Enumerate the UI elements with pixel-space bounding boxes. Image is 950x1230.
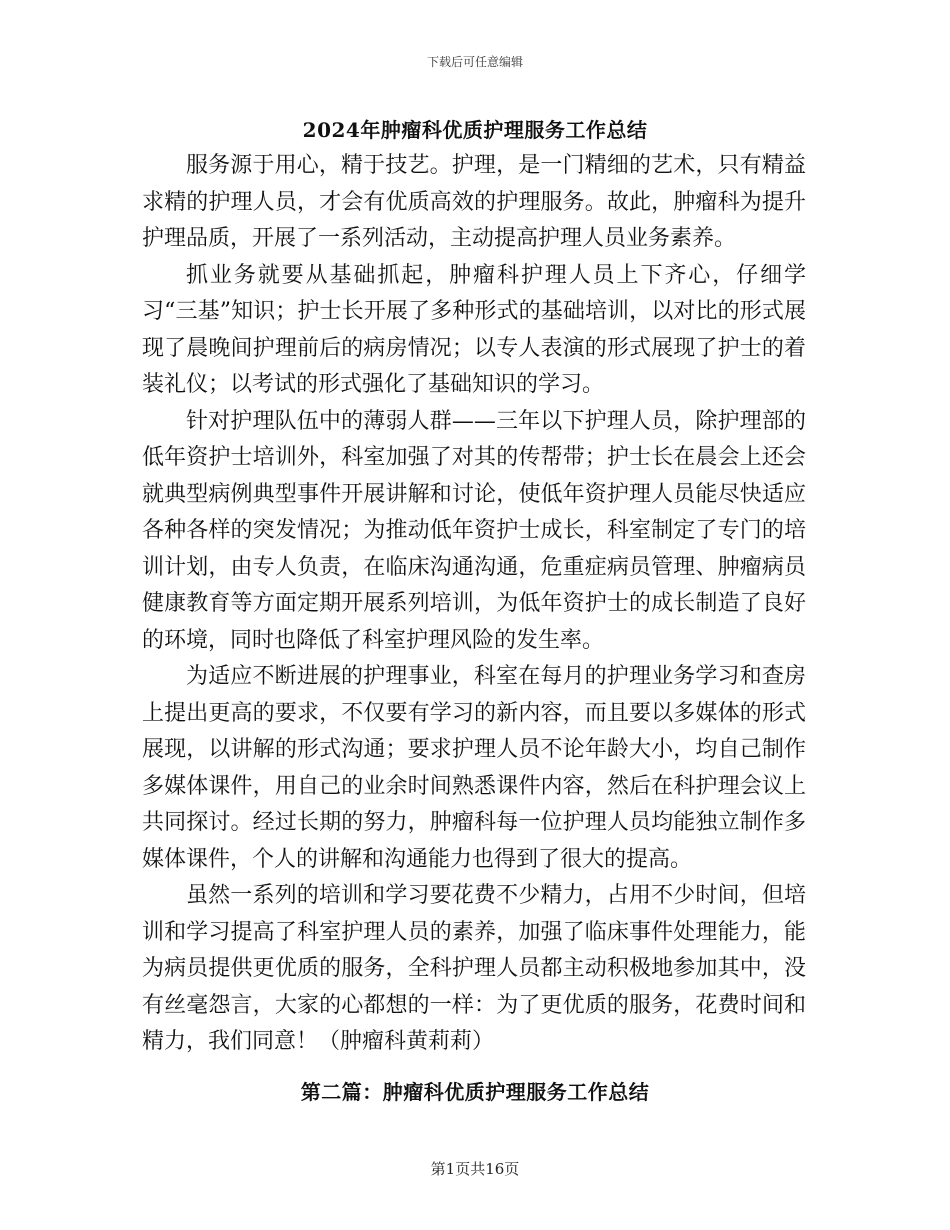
paragraph-5: 虽然一系列的培训和学习要花费不少精力，占用不少时间，但培训和学习提高了科室护理人员的素养，加强了临床事件处理能力，能为病员提供更优质的服务，全科护理人员都主动积极地参加其中，没有丝毫怨言，大家的心都想的一样：为了更优质的服务，花费时间和精力，我们同意！（肿瘤科黄莉莉） [142,883,806,1054]
paragraph-2: 抓业务就要从基础抓起，肿瘤科护理人员上下齐心，仔细学习“三基”知识；护士长开展了多种形式的基础培训，以对比的形式展现了晨晚间护理前后的病房情况；以专人表演的形式展现了护士的着装礼仪；以考试的形式强化了基础知识的学习。 [142,262,806,397]
paragraph-3: 针对护理队伍中的薄弱人群——三年以下护理人员，除护理部的低年资护士培训外，科室加强了对其的传帮带；护士长在晨会上还会就典型病例典型事件开展讲解和讨论，使低年资护理人员能尽快适应各种各样的突发情况；为推动低年资护士成长，科室制定了专门的培训计划，由专人负责，在临床沟通沟通，危重症病员管理、肿瘤病员健康教育等方面定期开展系列培训，为低年资护士的成长制造了良好的环境，同时也降低了科室护理风险的发生率。 [142,408,806,653]
page-header-note: 下载后可任意编辑 [426,55,523,69]
document-title: 2024年肿瘤科优质护理服务工作总结 [302,118,648,142]
page-footer: 第1页共16页 [430,1160,520,1178]
section-heading: 第二篇：肿瘤科优质护理服务工作总结 [300,1080,650,1104]
document-body [142,148,806,1061]
paragraph-1: 服务源于用心，精于技艺。护理，是一门精细的艺术，只有精益求精的护理人员，才会有优质高效的护理服务。故此，肿瘤科为提升护理品质，开展了一系列活动，主动提高护理人员业务素养。 [142,153,806,251]
paragraph-4: 为适应不断进展的护理事业，科室在每月的护理业务学习和查房上提出更高的要求，不仅要有学习的新内容，而且要以多媒体的形式展现，以讲解的形式沟通；要求护理人员不论年龄大小，均自己制作多媒体课件，用自己的业余时间熟悉课件内容，然后在科护理会议上共同探讨。经过长期的努力，肿瘤科每一位护理人员均能独立制作多媒体课件，个人的讲解和沟通能力也得到了很大的提高。 [142,664,806,872]
